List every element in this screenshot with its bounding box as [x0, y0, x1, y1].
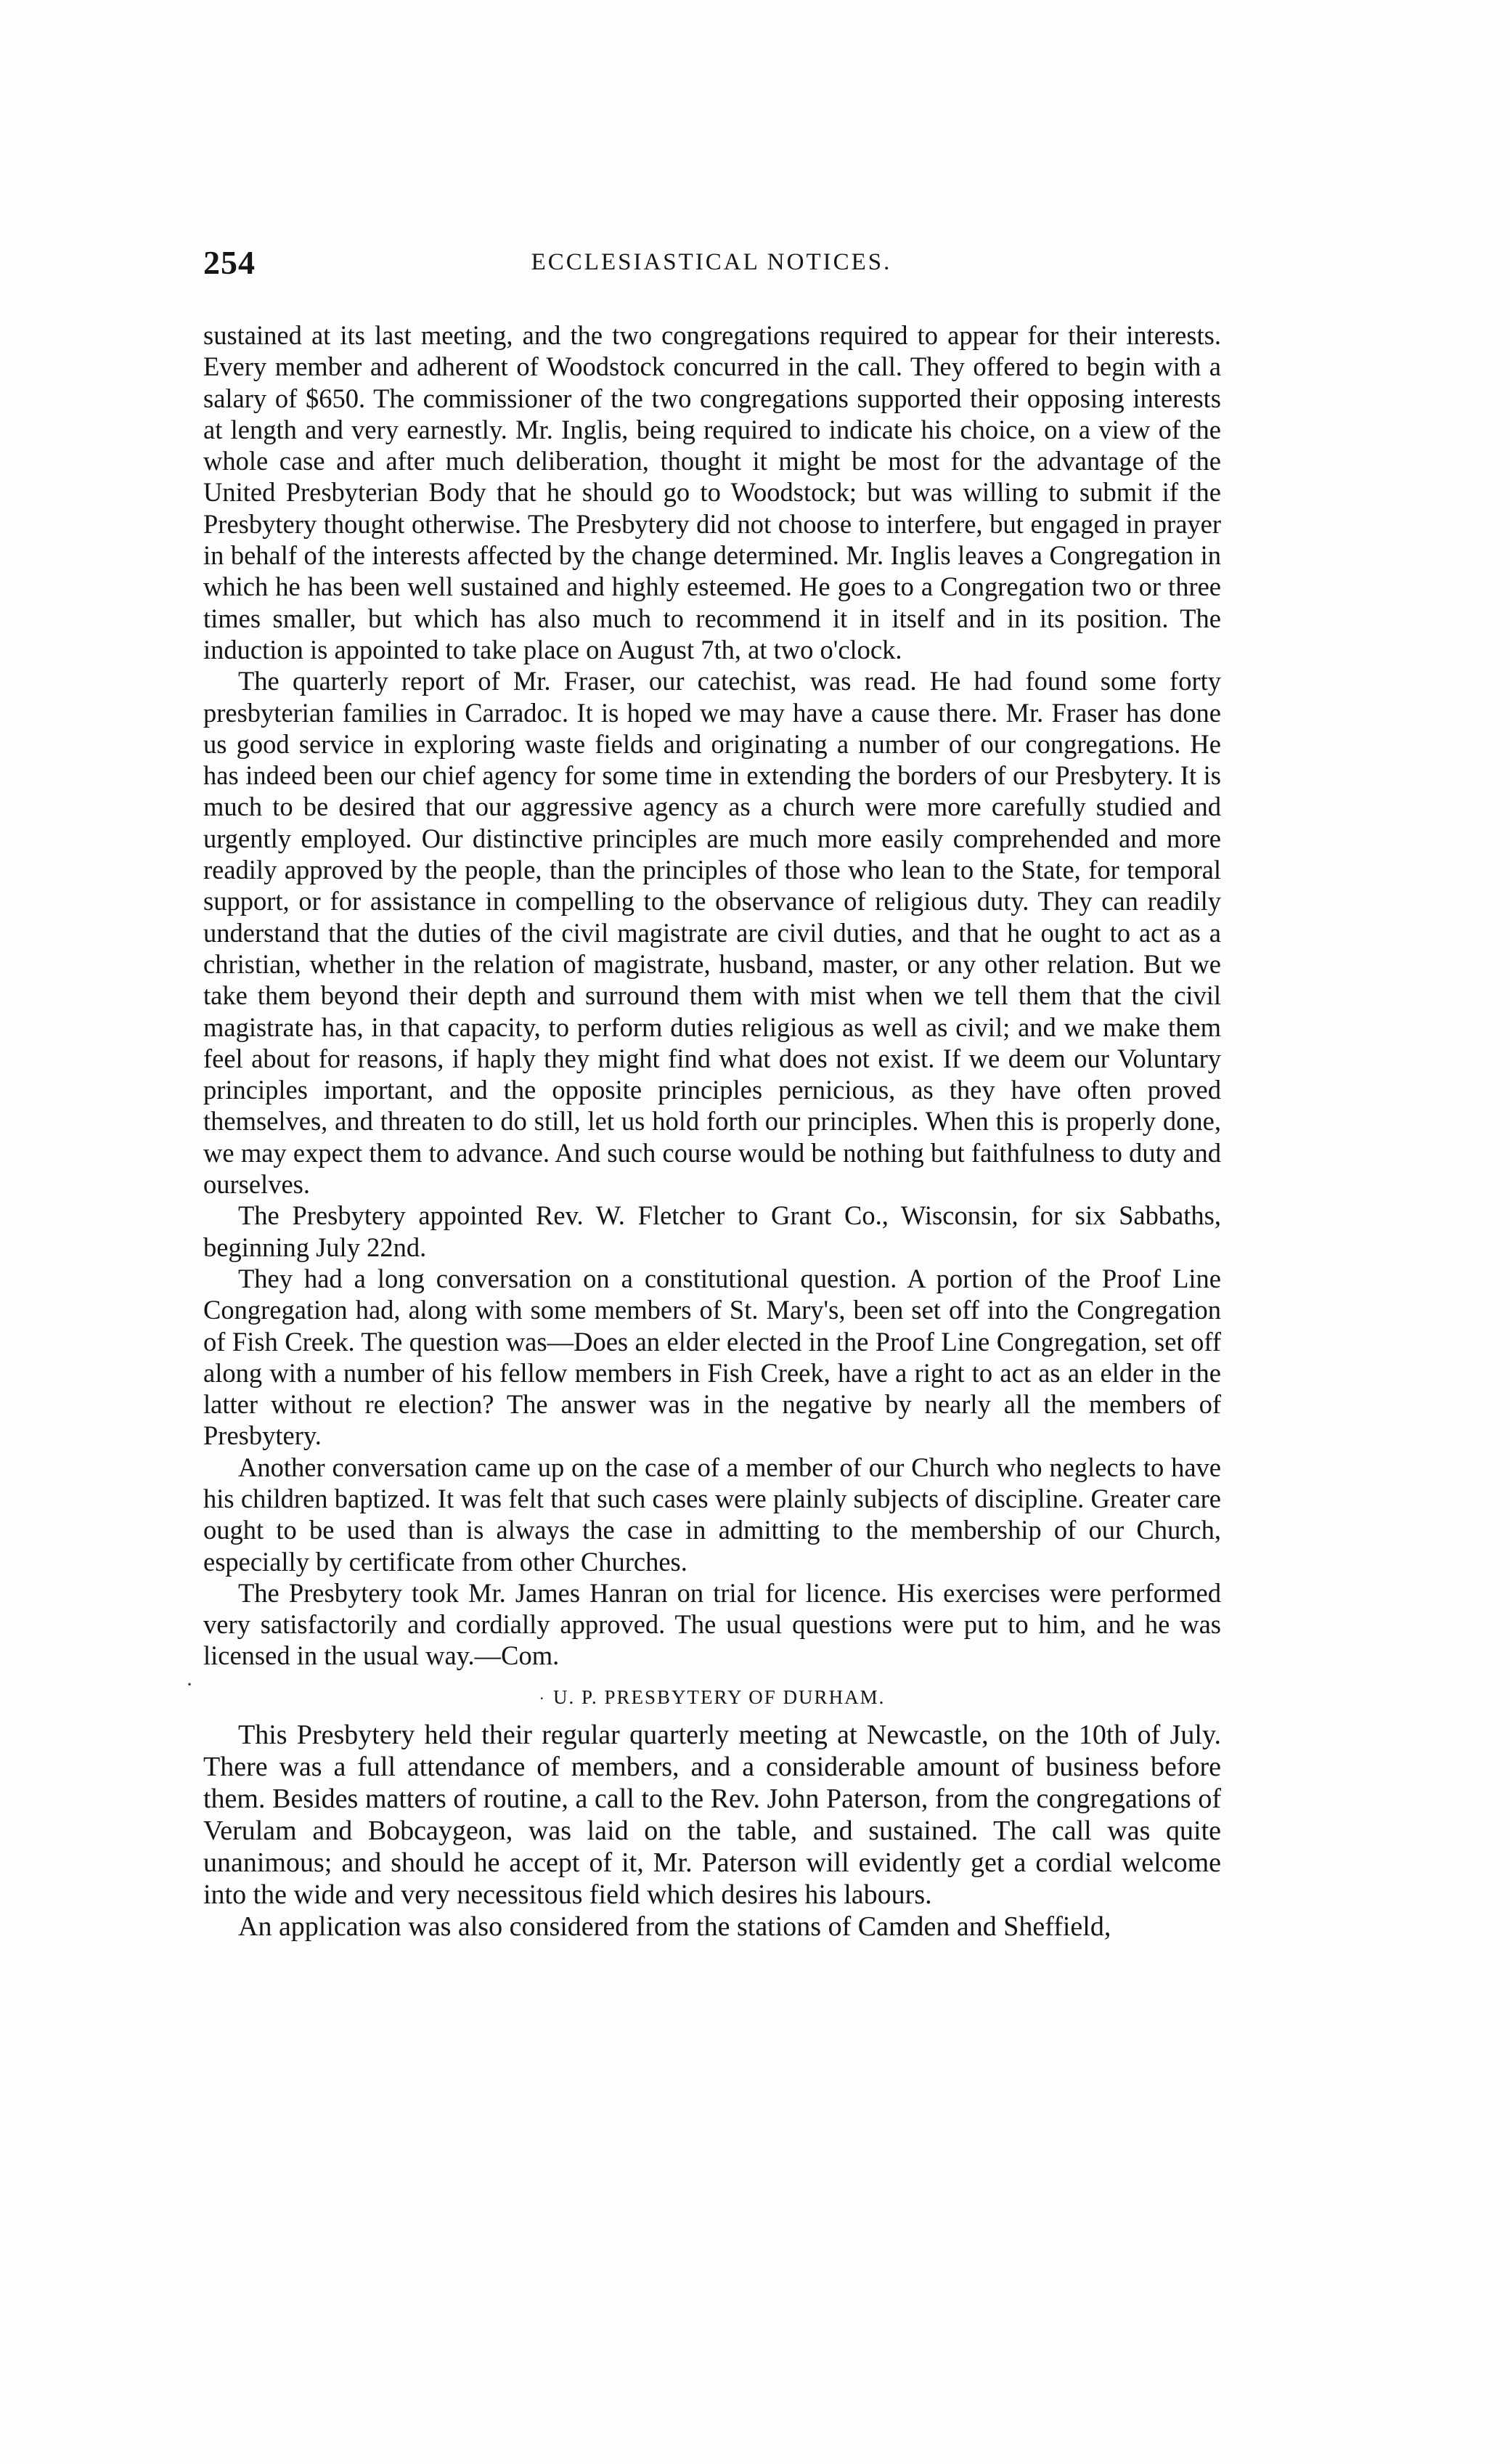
- section-heading-durham: [203, 1686, 1221, 1709]
- paragraph-inglis-call: sustained at its last meeting, and the two congregations required to appear for their interests. Every member and adherent of Woodstock concurred in the call. They offered to begin with a salary of $650. The commissioner of the two congregations supported their opposing interests at length and very earnestly. Mr. Inglis, being required to indicate his choice, on a view of the whole case and after much deliberation, thought it might be most for the advantage of the United Presbyterian Body that he should go to Woodstock; but was willing to submit if the Presbytery thought otherwise. The Presbytery did not choose to interfere, but engaged in prayer in behalf of the interests affected by the change determined. Mr. Inglis leaves a Congregation in which he has been well sustained and highly esteemed. He goes to a Congregation two or three times smaller, but which has also much to recommend it in itself and in its position. The induction is appointed to take place on August 7th, at two o'clock.: [203, 320, 1221, 664]
- paragraph-constitutional-question: They had a long conversation on a constitutional question. A portion of the Proof Line Congregation had, along with some members of St. Mary's, been set off into the Congregation of Fish Creek. The question was—Does an elder elected in the Proof Line Congregation, set off along with a number of his fellow members in Fish Creek, have a right to act as an elder in the latter without re election? The answer was in the negative by nearly all the members of Presbytery.: [203, 1263, 1221, 1451]
- section-heading-text: U. P. PRESBYTERY OF DURHAM.: [552, 1686, 886, 1708]
- heading-mark: ·: [539, 1688, 546, 1707]
- paragraph-camden-sheffield: An application was also considered from the stations of Camden and Sheffield,: [238, 1911, 1111, 1942]
- page-number: 254: [203, 244, 256, 281]
- page-header: [203, 243, 1220, 287]
- margin-dot-mark: ·: [186, 1672, 193, 1696]
- paragraph-durham-meeting: This Presbytery held their regular quarterly meeting at Newcastle, on the 10th of July. There was a full attendance of members, and a considerable amount of business before them. Besides matters of routine, a call to the Rev. John Paterson, from the congregations of Verulam and Bobcaygeon, was laid on the table, and sustained. The call was quite unanimous; and should he accept of it, Mr. Paterson will evidently get a cordial welcome into the wide and very necessitous field which desires his labours.: [203, 1719, 1221, 1910]
- paragraph-fletcher-appointment: The Presbytery appointed Rev. W. Fletcher to Grant Co., Wisconsin, for six Sabbaths, beginning July 22nd.: [203, 1200, 1221, 1262]
- paragraph-catechist-report: The quarterly report of Mr. Fraser, our catechist, was read. He had found some forty presbyterian families in Carradoc. It is hoped we may have a cause there. Mr. Fraser has done us good service in exploring waste fields and originating a number of our congregations. He has indeed been our chief agency for some time in extending the borders of our Presbytery. It is much to be desired that our aggressive agency as a church were more carefully studied and urgently employed. Our distinctive principles are much more easily comprehended and more readily approved by the people, than the principles of those who lean to the State, for temporal support, or for assistance in compelling to the observance of religious duty. They can readily understand that the duties of the civil magistrate are civil duties, and that he ought to act as a christian, whether in the relation of magistrate, husband, master, or any other relation. But we take them beyond their depth and surround them with mist when we tell them that the civil magistrate has, in that capacity, to perform duties religious as well as civil; and we make them feel about for reasons, if haply they might find what does not exist. If we deem our Voluntary principles important, and the opposite principles pernicious, as they have often proved themselves, and threaten to do still, let us hold forth our principles. When this is properly done, we may expect them to advance. And such course would be nothing but faithfulness to duty and ourselves.: [203, 666, 1221, 1200]
- paragraph-baptism-discipline: Another conversation came up on the case of a member of our Church who neglects to have his children baptized. It was felt that such cases were plainly subjects of discipline. Greater care ought to be used than is always the case in admitting to the membership of our Church, especially by certificate from other Churches.: [203, 1452, 1221, 1577]
- durham-section-body: [203, 1719, 1221, 1943]
- article-body: [203, 320, 1221, 1943]
- running-title: ECCLESIASTICAL NOTICES.: [531, 249, 892, 275]
- paragraph-hanran-licence: The Presbytery took Mr. James Hanran on trial for licence. His exercises were performed very satisfactorily and cordially approved. The usual questions were put to him, and he was licensed in the usual way.—Com.: [203, 1577, 1221, 1671]
